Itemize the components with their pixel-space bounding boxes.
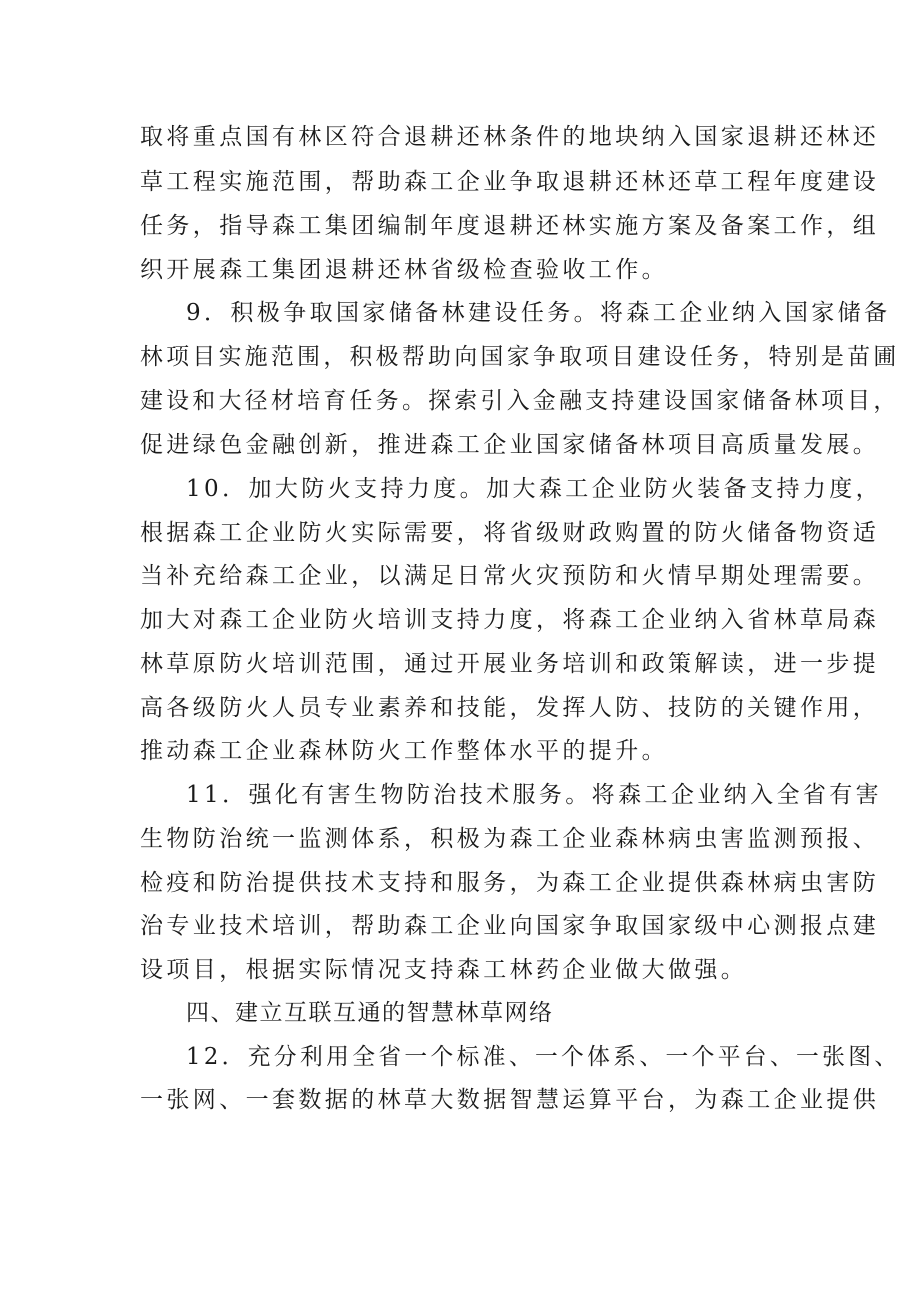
text-line: 当补充给森工企业，以满足日常火灾预防和火情早期处理需要。 [140,563,880,589]
text-line: 草工程实施范围，帮助森工企业争取退耕还林还草工程年度建设 [140,169,880,195]
text-line: 生物防治统一监测体系，积极为森工企业森林病虫害监测预报、 [140,826,880,852]
text-line: 高各级防火人员专业素养和技能，发挥人防、技防的关键作用， [140,695,880,721]
text-line: 织开展森工集团退耕还林省级检查验收工作。 [140,257,668,283]
text-line: 加大对森工企业防火培训支持力度，将森工企业纳入省林草局森 [140,607,880,633]
text-line: 治专业技术培训，帮助森工企业向国家争取国家级中心测报点建 [140,913,880,939]
text-line: 建设和大径材培育任务。探索引入金融支持建设国家储备林项目， [140,388,900,414]
text-line: 任务，指导森工集团编制年度退耕还林实施方案及备案工作，组 [140,213,880,239]
paragraph-9-first-line: 9．积极争取国家储备林建设任务。将森工企业纳入国家储备 [186,300,891,326]
text-line: 检疫和防治提供技术支持和服务，为森工企业提供森林病虫害防 [140,870,880,896]
paragraph-11-first-line: 11．强化有害生物防治技术服务。将森工企业纳入全省有害 [186,782,883,808]
paragraph-10-first-line: 10．加大防火支持力度。加大森工企业防火装备支持力度， [186,476,883,502]
text-line: 根据森工企业防火实际需要，将省级财政购置的防火储备物资适 [140,520,880,546]
text-line: 促进绿色金融创新，推进森工企业国家储备林项目高质量发展。 [140,432,880,458]
paragraph-12-first-line: 12．充分利用全省一个标准、一个体系、一个平台、一张图、 [186,1044,901,1070]
text-line: 推动森工企业森林防火工作整体水平的提升。 [140,738,668,764]
text-line: 设项目，根据实际情况支持森工林药企业做大做强。 [140,957,748,983]
text-line: 取将重点国有林区符合退耕还林条件的地块纳入国家退耕还林还 [140,124,880,150]
text-line: 林项目实施范围，积极帮助向国家争取项目建设任务，特别是苗圃 [140,344,900,370]
text-line: 林草原防火培训范围，通过开展业务培训和政策解读，进一步提 [140,651,880,677]
section-heading: 四、建立互联互通的智慧林草网络 [186,1000,554,1026]
text-line: 一张网、一套数据的林草大数据智慧运算平台，为森工企业提供 [140,1087,880,1113]
